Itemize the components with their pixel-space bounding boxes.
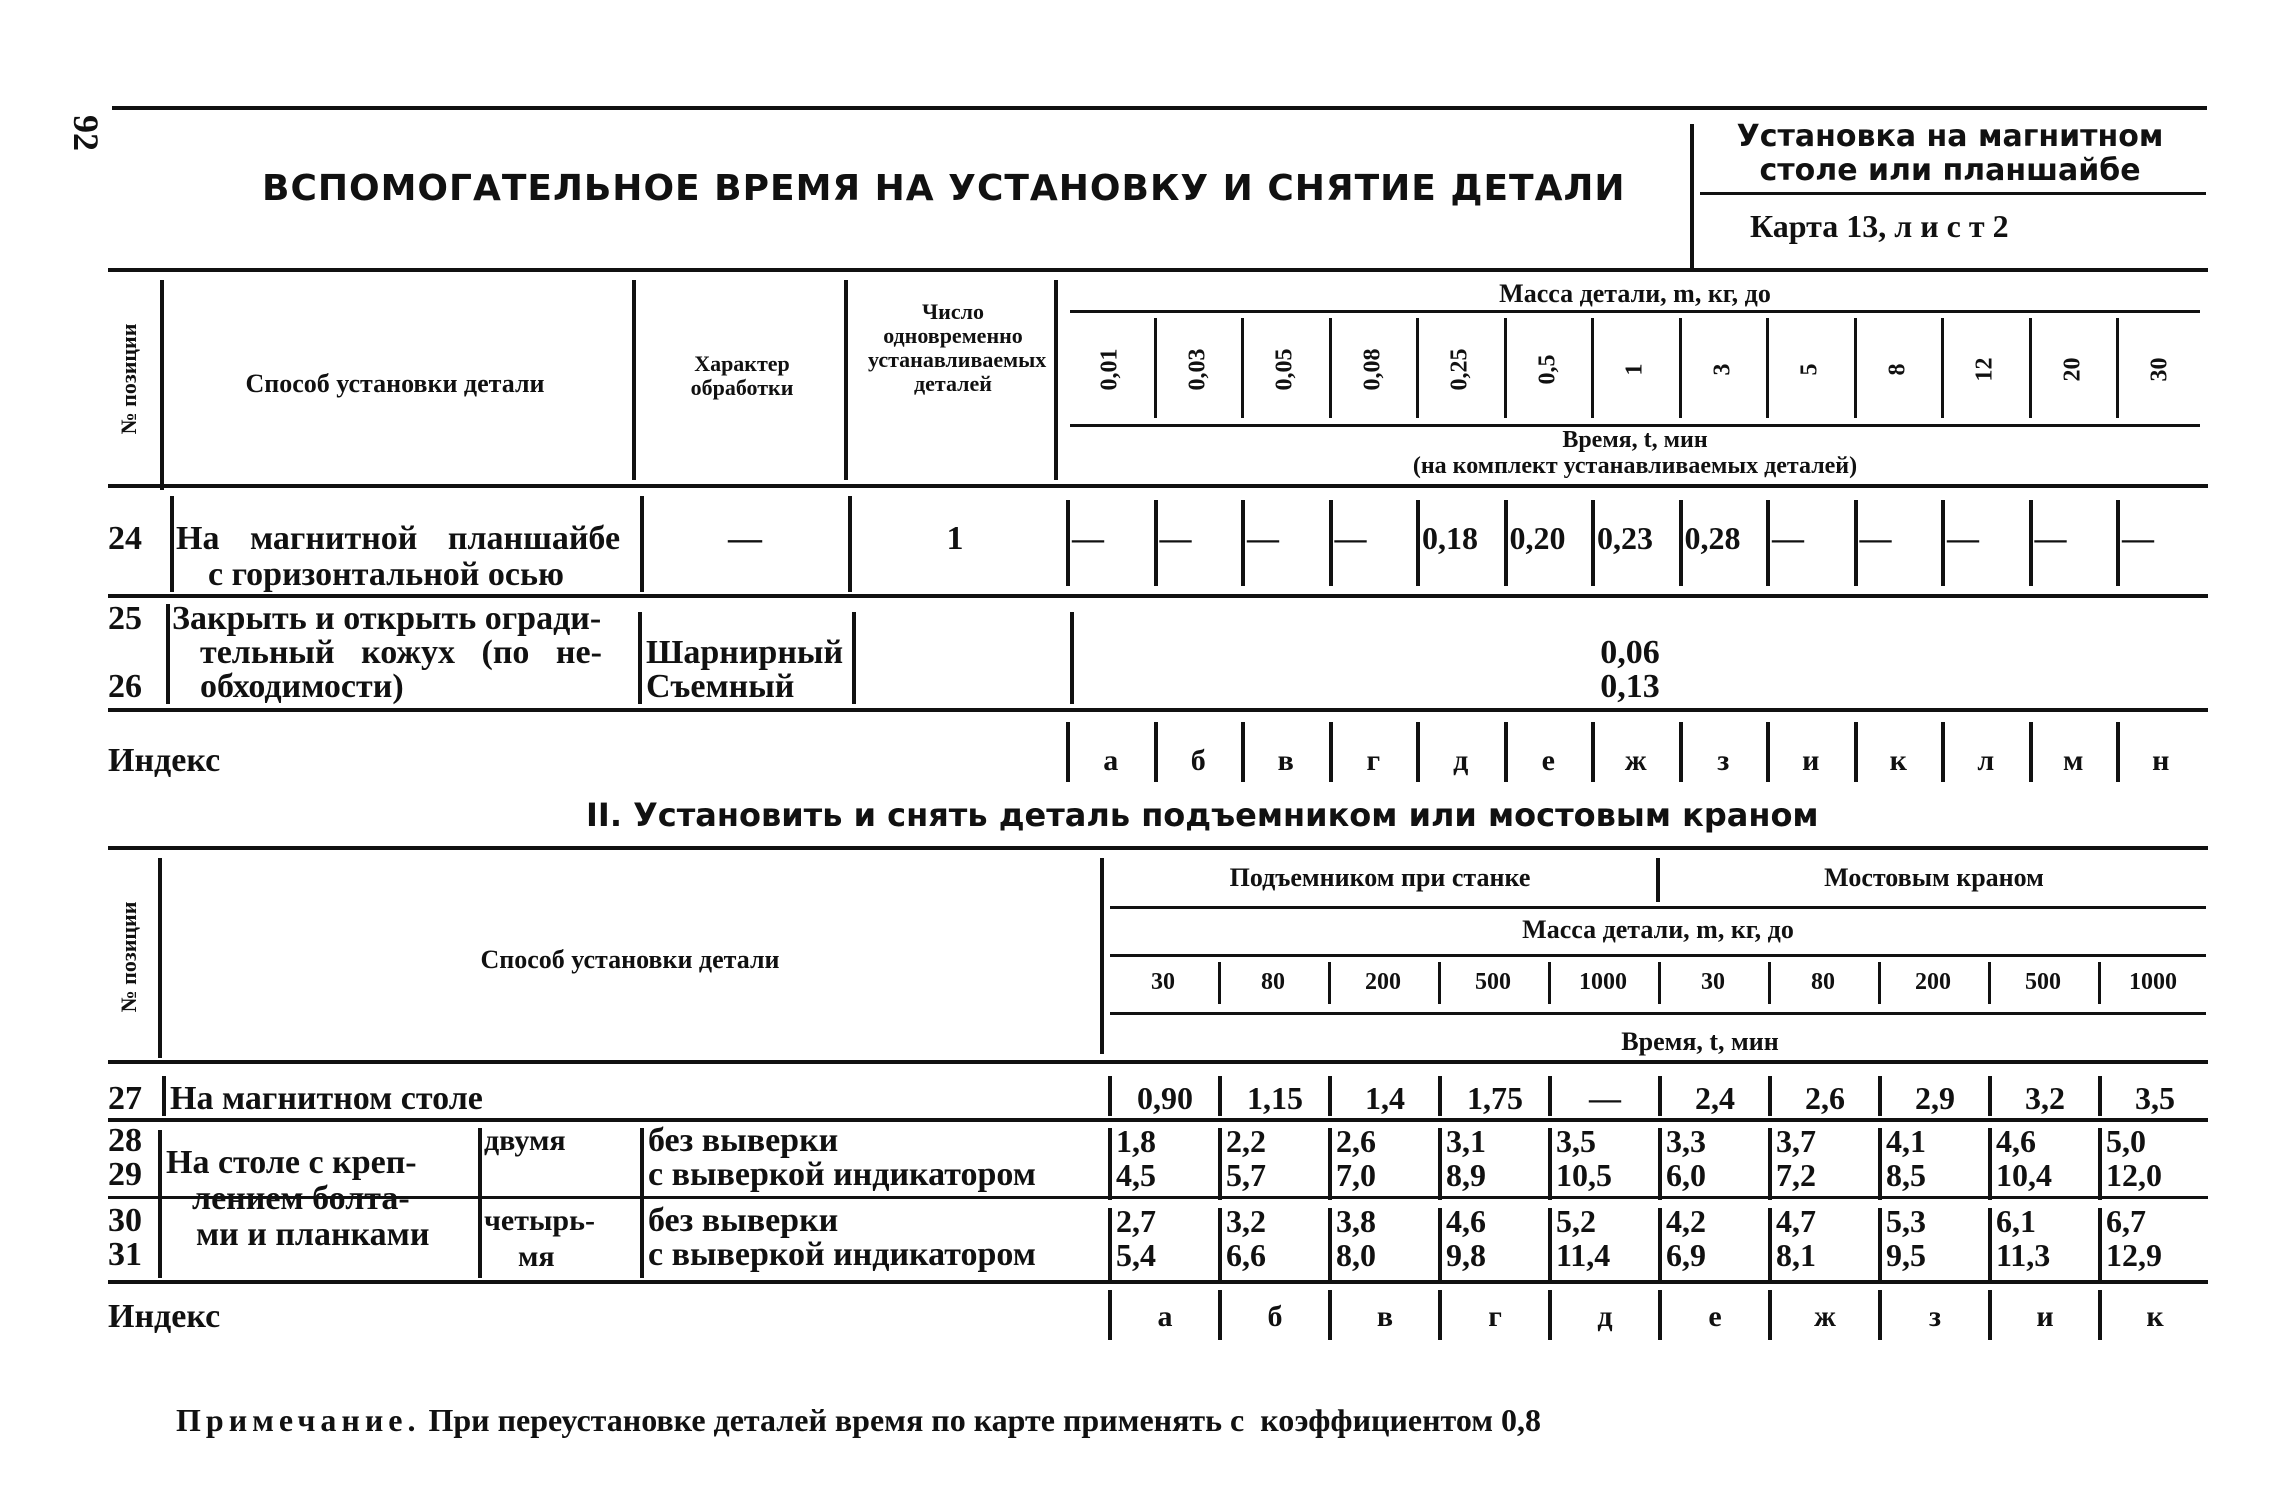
t2-row27-col-divider (1438, 1076, 1442, 1116)
t2-mass-value: 500 (1475, 969, 1511, 995)
t1-vline-4 (1054, 280, 1058, 480)
t2-row27-col-divider (1658, 1076, 1662, 1116)
t2-vline-1 (158, 858, 162, 1058)
t2-group-col-divider (1658, 1128, 1662, 1200)
t2-mass-value: 80 (1811, 969, 1835, 995)
t1-mass-value: 0,5 (1533, 354, 1560, 385)
t1-row25-vline4 (1070, 612, 1074, 704)
t1-row24-col-divider (1241, 500, 1245, 586)
t2-row28-pos: 28 (108, 1122, 142, 1159)
t2-group-col-divider (1878, 1128, 1882, 1200)
t2-group-value: 4,1 (1886, 1123, 1926, 1159)
t1-mass-value: 30 (2146, 357, 2173, 382)
t2-index-divider (1218, 1290, 1222, 1340)
t2-row30-check: без выверки (648, 1202, 839, 1239)
t2-four-2: мя (518, 1240, 555, 1273)
t2-group-value: 5,7 (1226, 1157, 1266, 1193)
t2-row27-col-divider (1108, 1076, 1112, 1116)
t1-mass-col-divider (2116, 318, 2119, 418)
header-subtitle-line2: столе или планшайбе (1759, 153, 2141, 188)
t2-index-value: в (1376, 1300, 1394, 1333)
t2-group-value: 3,1 (1446, 1123, 1486, 1159)
t1-index-label: Индекс (108, 742, 221, 779)
t2-group-value: 6,7 (2106, 1203, 2146, 1239)
note-label: Примечание. (176, 1402, 421, 1438)
header-divider (1690, 124, 1694, 270)
t1-row25-method-1: Закрыть и открыть огради- (172, 600, 602, 637)
t2-index-value: з (1928, 1300, 1942, 1333)
t2-group-value: 3,3 (1666, 1123, 1706, 1159)
t1-mass-col-divider (1154, 318, 1157, 418)
t2-group-value: 2,7 (1116, 1203, 1156, 1239)
t2-row27-col-divider (1548, 1076, 1552, 1116)
t2-group-col-divider (1548, 1208, 1552, 1280)
t1-row24-value: — (2122, 520, 2154, 556)
t1-mass-value: 12 (1971, 357, 1998, 382)
t1-vline-3 (844, 280, 848, 480)
t2-four-1: четырь- (484, 1204, 595, 1237)
t1-index-divider (1241, 722, 1245, 782)
t2-group-vline2 (478, 1128, 482, 1278)
t1-mass-value: 0,25 (1446, 348, 1473, 391)
t1-index-divider (1941, 722, 1945, 782)
t1-row24-method-2: с горизонтальной осью (208, 556, 564, 593)
header-mid-rule (1700, 192, 2206, 195)
t2-row27-value: 3,5 (2135, 1080, 2175, 1116)
t1-mass-value: 8 (1883, 363, 1910, 376)
t1-index-divider (1679, 722, 1683, 782)
t1-row24-col-divider (1766, 500, 1770, 586)
t1-row26-char: Съемный (646, 668, 795, 705)
t2-time-rule (1110, 1012, 2206, 1015)
t2-row27-col-divider (1988, 1076, 1992, 1116)
t1-time-header: Время, t, мин (1562, 427, 1708, 453)
t2-group-value: 9,5 (1886, 1237, 1926, 1273)
t2-group-col-divider (1218, 1128, 1222, 1200)
t1-mass-value: 0,01 (1096, 348, 1123, 391)
t1-row24-value: — (1334, 520, 1367, 556)
t2-index-value: г (1488, 1300, 1502, 1333)
t2-mass-value: 200 (1365, 969, 1401, 995)
t2-index-value: б (1267, 1300, 1283, 1333)
t1-mass-col-divider (1504, 318, 1507, 418)
t1-mass-rule-top (1070, 310, 2200, 313)
t2-row27-value: 2,9 (1915, 1080, 1955, 1116)
t2-group-method-2: лением болта- (192, 1180, 410, 1217)
t1-row24-col-divider (2029, 500, 2033, 586)
table1-row26-bottom (108, 708, 2208, 712)
t1-mass-value: 0,05 (1271, 348, 1298, 391)
t1-row24-count: 1 (946, 520, 964, 557)
t1-mass-value: 3 (1708, 363, 1735, 376)
t2-group-col-divider (1658, 1208, 1662, 1280)
t2-index-divider (1658, 1290, 1662, 1340)
t1-row24-value: — (1159, 520, 1192, 556)
t1-row24-col-divider (1416, 500, 1420, 586)
t2-row27-value: 2,4 (1695, 1080, 1735, 1116)
t2-group-col-divider (2098, 1128, 2102, 1200)
table2-row27-bottom (108, 1118, 2208, 1122)
t1-row25-value: 0,06 (1600, 634, 1660, 671)
t2-group-method-1: На столе с креп- (166, 1144, 417, 1181)
t1-time-sub: (на комплект устанавливаемых деталей) (1412, 453, 1858, 479)
table1-top-rule (108, 268, 2208, 272)
t2-col-method: Способ установки детали (480, 945, 780, 974)
t2-index-value: д (1597, 1300, 1613, 1333)
t1-row25-vline2 (638, 612, 642, 704)
t2-group-col-divider (1108, 1128, 1112, 1200)
t2-group-value: 10,4 (1996, 1157, 2052, 1193)
section2-title: II. Установить и снять деталь подъемником или мостовым краном (586, 796, 1819, 834)
t2-group-value: 4,7 (1776, 1203, 1816, 1239)
t1-row25-char: Шарнирный (646, 634, 844, 671)
t1-mass-value: 0,03 (1183, 348, 1210, 391)
t1-row24-value: — (1859, 520, 1892, 556)
t2-group-value: 2,2 (1226, 1123, 1266, 1159)
t1-row24-value: 0,20 (1509, 520, 1566, 556)
t1-row24-value: — (1947, 520, 1979, 556)
t2-row27-vline (162, 1076, 166, 1116)
t2-mass-header: Масса детали, m, кг, до (1522, 915, 1794, 944)
t2-group-value: 4,2 (1666, 1203, 1706, 1239)
t2-index-divider (1438, 1290, 1442, 1340)
t1-row24-pos: 24 (108, 520, 142, 557)
t1-mass-col-divider (2029, 318, 2032, 418)
t2-group-value: 3,8 (1336, 1203, 1376, 1239)
t2-row27-col-divider (1878, 1076, 1882, 1116)
t1-mass-header: Масса детали, m, кг, до (1499, 279, 1771, 308)
t2-group-value: 4,6 (1996, 1123, 2036, 1159)
table2-row31-bottom (108, 1280, 2208, 1284)
t2-group-value: 6,0 (1666, 1157, 1706, 1193)
t1-row24-col-divider (2116, 500, 2120, 586)
t2-group-col-divider (1328, 1208, 1332, 1280)
t1-mass-value: 20 (2058, 357, 2085, 382)
t1-index-value: к (1889, 744, 1907, 777)
t1-col-method: Способ установки детали (245, 369, 545, 398)
note (176, 1402, 1541, 1439)
t2-mass-value: 500 (2025, 969, 2061, 995)
t1-index-divider (1854, 722, 1858, 782)
t2-group-value: 6,6 (1226, 1237, 1266, 1273)
t1-mass-col-divider (1591, 318, 1594, 418)
t2-two: двумя (484, 1124, 566, 1157)
t2-index-label: Индекс (108, 1298, 221, 1335)
t2-group-value: 3,5 (1556, 1123, 1596, 1159)
page-title: ВСПОМОГАТЕЛЬНОЕ ВРЕМЯ НА УСТАНОВКУ И СНЯТИЕ ДЕТАЛИ (262, 168, 1626, 209)
t1-index-divider (2029, 722, 2033, 782)
t1-row24-value: — (1072, 520, 1104, 556)
t2-group-value: 1,8 (1116, 1123, 1156, 1159)
t2-group-value: 5,0 (2106, 1123, 2146, 1159)
t2-group-col-divider (1988, 1128, 1992, 1200)
t1-row26-pos: 26 (108, 668, 142, 705)
t1-row25-vline (166, 604, 170, 704)
t2-index-value: е (1708, 1300, 1722, 1333)
t1-index-value: д (1453, 744, 1469, 777)
t1-row24-vline2 (640, 496, 644, 592)
t1-index-value: в (1277, 744, 1294, 777)
t2-row27-col-divider (1768, 1076, 1772, 1116)
page-number: 92 (66, 115, 106, 151)
t1-row24-vline3 (848, 496, 852, 592)
t2-group-value: 8,9 (1446, 1157, 1486, 1193)
t1-mass-col-divider (1854, 318, 1857, 418)
t2-index-divider (1988, 1290, 1992, 1340)
t2-group2: Мостовым краном (1824, 863, 2044, 892)
t2-group-col-divider (1438, 1208, 1442, 1280)
t2-index-divider (1328, 1290, 1332, 1340)
t2-index-divider (2098, 1290, 2102, 1340)
t1-mass-col-divider (1329, 318, 1332, 418)
t2-row27-col-divider (1328, 1076, 1332, 1116)
t2-index-value: ж (1814, 1300, 1836, 1333)
t2-row27-col-divider (1218, 1076, 1222, 1116)
t1-index-divider (1154, 722, 1158, 782)
t2-group-value: 7,2 (1776, 1157, 1816, 1193)
t1-mass-value: 5 (1796, 363, 1823, 376)
t1-row25-method-2: тельный кожух (по не- (200, 634, 602, 671)
t2-group-value: 11,3 (1996, 1237, 2051, 1273)
t2-index-divider (1548, 1290, 1552, 1340)
t2-mass-value: 30 (1151, 969, 1175, 995)
t2-mass-rule (1110, 954, 2206, 957)
t2-group-rule (1110, 906, 2206, 909)
t1-index-value: н (2152, 744, 2170, 777)
table2-header-bottom (108, 1060, 2208, 1064)
t2-group-col-divider (1218, 1208, 1222, 1280)
t2-row31-check: с выверкой индикатором (648, 1236, 1036, 1273)
t2-row27-value: 2,6 (1805, 1080, 1845, 1116)
t1-index-value: м (2063, 744, 2084, 777)
t2-group-value: 8,1 (1776, 1237, 1816, 1273)
t2-group-value: 6,9 (1666, 1237, 1706, 1273)
t2-index-value: и (2036, 1300, 2054, 1333)
t2-mass-value: 80 (1261, 969, 1285, 995)
t2-group-vline3 (640, 1128, 644, 1278)
t2-group-value: 10,5 (1556, 1157, 1612, 1193)
t2-vline-2 (1100, 858, 1104, 1054)
t2-group-col-divider (1108, 1208, 1112, 1280)
t2-row27-pos: 27 (108, 1080, 142, 1117)
t1-index-divider (1416, 722, 1420, 782)
note-text: При переустановке деталей время по карте применять с коэффициентом 0,8 (428, 1402, 1541, 1438)
t1-index-value: л (1977, 744, 1995, 777)
header-subtitle (1710, 120, 2190, 188)
t1-vline-1 (160, 280, 164, 490)
t1-mass-col-divider (1941, 318, 1944, 418)
t1-row24-char: — (728, 520, 762, 557)
t1-col-pos: № позиции (116, 323, 141, 435)
t2-group-col-divider (2098, 1208, 2102, 1280)
t1-index-value: а (1103, 744, 1119, 777)
t2-row29-check: с выверкой индикатором (648, 1156, 1036, 1193)
t2-group-value: 4,5 (1116, 1157, 1156, 1193)
t1-row24-value: — (2034, 520, 2067, 556)
t2-row27-col-divider (2098, 1076, 2102, 1116)
t1-index-divider (1591, 722, 1595, 782)
t2-group-value: 5,3 (1886, 1203, 1926, 1239)
t2-index-divider (1768, 1290, 1772, 1340)
t1-index-divider (2116, 722, 2120, 782)
t1-index-value: ж (1624, 744, 1647, 777)
t1-row24-col-divider (1154, 500, 1158, 586)
t2-group-value: 5,4 (1116, 1237, 1156, 1273)
t2-group-value: 8,0 (1336, 1237, 1376, 1273)
t1-index-value: и (1802, 744, 1820, 777)
t2-group-value: 3,7 (1776, 1123, 1816, 1159)
t1-row24-col-divider (1066, 500, 1070, 586)
t1-vline-2 (632, 280, 636, 480)
t2-time-header: Время, t, мин (1621, 1027, 1779, 1056)
t1-index-value: е (1541, 744, 1555, 777)
t1-mass-col-divider (1241, 318, 1244, 418)
t2-group-value: 12,0 (2106, 1157, 2162, 1193)
t1-row24-col-divider (1854, 500, 1858, 586)
t2-group-value: 8,5 (1886, 1157, 1926, 1193)
t2-mass-value: 200 (1915, 969, 1951, 995)
t2-col-pos: № позиции (116, 901, 141, 1013)
header-top-rule (112, 106, 2207, 110)
t2-group-col-divider (1438, 1128, 1442, 1200)
t2-row28-check: без выверки (648, 1122, 839, 1159)
t2-group1: Подъемником при станке (1229, 863, 1531, 892)
t2-index-divider (1878, 1290, 1882, 1340)
table1-row24-bottom (108, 594, 2208, 598)
t1-row24-value: 0,23 (1597, 520, 1653, 556)
t1-row24-col-divider (1591, 500, 1595, 586)
t2-group-col-divider (1768, 1208, 1772, 1280)
t1-row25-vline3 (852, 612, 856, 704)
t1-row26-value: 0,13 (1600, 668, 1660, 705)
t1-row25-method-3: обходимости) (200, 668, 404, 705)
t1-row25-pos: 25 (108, 600, 142, 637)
t1-mass-value: 0,08 (1358, 348, 1385, 391)
t1-row24-method-1: На магнитной планшайбе (176, 520, 621, 557)
t2-group-value: 11,4 (1556, 1237, 1611, 1273)
t2-row27-value: 1,15 (1247, 1080, 1303, 1116)
t2-row27-value: 3,2 (2025, 1080, 2065, 1116)
t1-index-divider (1329, 722, 1333, 782)
t2-group-col-divider (1328, 1128, 1332, 1200)
t2-group-value: 2,6 (1336, 1123, 1376, 1159)
t2-row27-method: На магнитном столе (170, 1080, 483, 1117)
t1-row24-value: — (1772, 520, 1804, 556)
t1-mass-col-divider (1679, 318, 1682, 418)
t2-index-value: к (2146, 1300, 2164, 1333)
t1-mass-value: 1 (1621, 363, 1648, 376)
t2-group-value: 9,8 (1446, 1237, 1486, 1273)
t1-index-divider (1504, 722, 1508, 782)
t2-group-value: 12,9 (2106, 1237, 2162, 1273)
t1-row24-value: 0,28 (1684, 520, 1741, 556)
t2-group-value: 7,0 (1336, 1157, 1376, 1193)
t1-row24-col-divider (1329, 500, 1333, 586)
t2-group-col-divider (1878, 1208, 1882, 1280)
t2-group-value: 3,2 (1226, 1203, 1266, 1239)
t1-index-divider (1766, 722, 1770, 782)
t2-group-col-divider (1768, 1128, 1772, 1200)
t1-index-value: б (1190, 744, 1206, 777)
t2-index-value: а (1157, 1300, 1173, 1333)
t1-row24-col-divider (1941, 500, 1945, 586)
t2-group-vline (158, 1130, 162, 1278)
t2-group-value: 6,1 (1996, 1203, 2036, 1239)
t1-mass-col-divider (1766, 318, 1769, 418)
t2-group-value: 5,2 (1556, 1203, 1596, 1239)
t2-row27-value: 1,4 (1365, 1080, 1405, 1116)
header-subtitle-line1: Установка на магнитном (1736, 119, 2164, 154)
t2-row27-value: 1,75 (1467, 1080, 1523, 1116)
t2-group-divider (1656, 858, 1660, 902)
table2-top-rule (108, 846, 2208, 850)
t2-mass-value: 1000 (2129, 969, 2177, 995)
t2-group-col-divider (1988, 1208, 1992, 1280)
t1-index-value: з (1717, 744, 1730, 777)
t2-mass-value: 30 (1701, 969, 1725, 995)
t1-row24-col-divider (1679, 500, 1683, 586)
t1-row24-col-divider (1504, 500, 1508, 586)
t2-group-col-divider (1548, 1128, 1552, 1200)
card-number: Карта 13, л и с т 2 (1750, 208, 2009, 244)
t2-group-method-3: ми и планками (196, 1216, 430, 1253)
t2-mass-value: 1000 (1579, 969, 1627, 995)
t2-row30-pos: 30 (108, 1202, 142, 1239)
t1-mass-col-divider (1416, 318, 1419, 418)
t2-row27-value: 0,90 (1137, 1080, 1193, 1116)
t1-index-divider (1066, 722, 1070, 782)
table1-header-bottom (108, 484, 2208, 488)
t1-row24-value: — (1247, 520, 1279, 556)
t2-row31-pos: 31 (108, 1236, 142, 1273)
t1-col-count: Число одновременно устанавливаемых деталей (868, 299, 1047, 396)
t2-row29-pos: 29 (108, 1156, 142, 1193)
t2-index-divider (1108, 1290, 1112, 1340)
t2-group-value: 4,6 (1446, 1203, 1486, 1239)
t2-row27-value: — (1589, 1080, 1621, 1116)
t1-row24-vline (170, 496, 174, 592)
table2-row29-bottom (108, 1196, 2208, 1199)
t1-row24-value: 0,18 (1422, 520, 1478, 556)
t1-col-char: Характер обработки (690, 351, 794, 400)
t1-index-value: г (1366, 744, 1381, 777)
